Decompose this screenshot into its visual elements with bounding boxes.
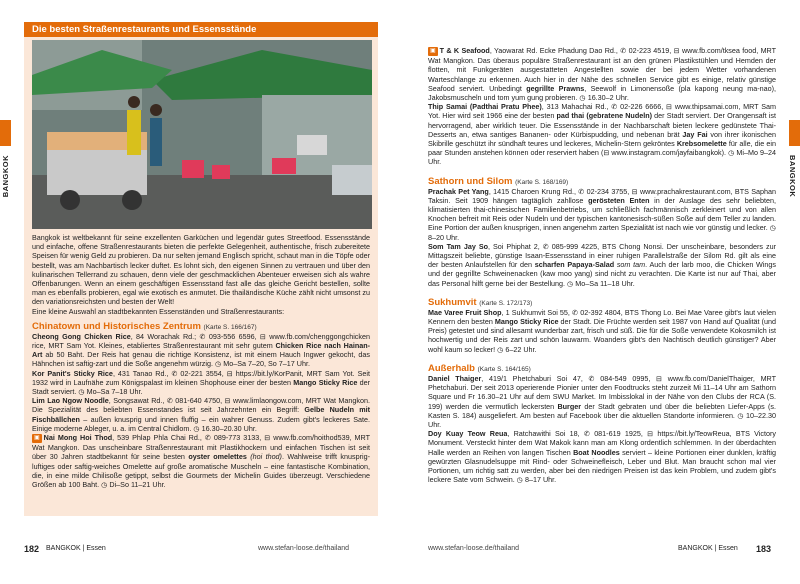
entry-highlight: Jay Fai [682,129,708,139]
entry-tk-seafood [428,46,776,102]
entry-name: T & K Seafood [439,46,490,55]
entry-text: der Stadt. Die Früchte werden seit 1987 von Hand auf Qualität (und Preis) getestet und sind allesamt wunderbar zart, frisch und süß. Die für die Soße verwendete Kokosmilch ist hochwertig und der Reis zart und schön lauwarm. Woanders gibt's den Nachtisch deutlich günstiger? Aber wohl kaum so lecker! ◷ 6–22 Uhr. [428,317,776,354]
entry-text: , Ratchawithi Soi 18, ✆ 081-619 1925, ⊟ https://bit.ly/TeowReua, BTS Victory Monument. Versteckt hinter dem Wat Makok kann man am Klong ordentlich schlemmen. In der überdachten Halle werden an Reihen von langen Tischen [428,429,776,457]
section-title: Außerhalb [428,362,475,374]
entry-text: , 431 Tanao Rd., ✆ 02-221 3554, ⊟ https://bit.ly/KorPanit, MRT Sam Yot. Seit 1932 wird in Laufnähe zum Königspalast im kleinen Shophouse einer der besten [32,368,370,387]
footer-section: BANGKOK | Essen [46,545,106,552]
street-food-photo [32,40,385,229]
box-body [24,229,378,489]
entry-text: . Auch der larb moo, die Chicken Wings und der gegrillte Schweinenacken (kaw moo yang) sind nicht zu verachten. Die Karte ist nur auf Thai, aber das Personal hilft gerne bei der Bestellung. ◷ Mo–Sa 11–18 Uhr. [428,260,777,288]
entry-text: , 1 Sukhumvit Soi 55, ✆ 02-392 4804, BTS Thong Lo. Bei Mae Varee gibt's laut vielen Kennern den besten [428,307,776,327]
right-page [400,0,800,584]
entry-thip-samai [428,102,776,166]
footer-right [400,544,800,558]
section-sukhumvit [428,297,776,308]
footer-section: BANGKOK | Essen [678,545,738,552]
entry-highlight: Chicken Rice nach Hainan-Art [32,341,371,360]
footer-url[interactable]: www.stefan-loose.de/thailand [428,545,520,552]
entry-highlight: Burger [557,401,582,411]
entry-text: , 84 Worachak Rd.; ✆ 093-556 6596, ⊟ www.fb.com/chenggongchicken rice, MRT Sam Yot. Kleines, etabliertes Straßenrestaurant mit sehr gutem [32,331,370,351]
street-food-illustration [32,40,372,229]
entry-italic: (hoi thod) [246,452,282,462]
page-number: 183 [756,544,772,554]
entry-doy-kuay-teow [428,429,776,484]
entry-text: . Wahlweise trifft knusprig-luftiges oder saftig-weiches Omelette auf große aromatische Muscheln – eine fantastische Kombination, die, in eine milde Chilisoße getippt, selbst die Gourmets der Michelin Guides überzeugt. Verschiedene Größen ab 100 Baht. ◷ Di–So 11–21 Uhr. [32,452,370,490]
section-sathorn [428,176,776,187]
entry-highlight: Mango Sticky Rice [494,317,559,327]
box-title: Die besten Straßenrestaurants und Essensstände [24,22,378,37]
entry-lim-lao-ngow [32,396,370,433]
entry-highlight: gerösteten Enten [588,195,650,205]
entry-text: , 313 Mahachai Rd., ✆ 02-226 6666, ⊟ www.thipsamai.com, MRT Sam Yot. Hier wird seit 1966 eine der besten [428,102,776,121]
entry-name: Daniel Thaiger [428,373,482,383]
entry-daniel-thaiger [428,374,776,429]
section-chinatown [32,321,370,332]
tip-icon: ▣ [32,434,42,443]
entry-som-tam [428,242,776,288]
entry-italic: som tam [614,260,646,270]
entry-name: Lim Lao Ngow Noodle [32,396,109,406]
entry-name: Prachak Pet Yang [428,186,489,196]
section-title: Sathorn und Silom [428,175,513,187]
side-tab-right [789,120,800,146]
section-ausserhalb [428,363,776,374]
entry-name: Som Tam Jay So [428,241,489,251]
entry-cheong-gong [32,332,370,369]
entry-text: in der Auslage des sehr beliebten, klimatisierten thai-chinesischen Familienbetriebs, um schließlich fachmännisch zerkleinert und von allen Knochen befreit mit Reis oder Nudeln und der typischen kantonesisch-süßen Soße auf dem Teller zu landen. Eine Portion der außen knusprigen, innen angenehm zarten Spezialität ist nach wie vor günstig und lecker. ◷ 8–20 Uhr. [428,195,776,242]
intro-last: Eine kleine Auswahl an stadtbekannten Essenständen und Straßenrestaurants: [32,306,285,316]
intro-paragraph: Bangkok ist weltbekannt für seine exzellenten Garküchen und legendär gutes Streetfood. Essensstände und einfache, offene Straßenrestaurants bieten die perfekte Gelegenheit, authentische, frisch zubereitete Speisen für wenig Geld zu probieren. Da nur selten jemand Englisch spricht, schaut man in die Töpfe oder bestellt, was am Nachbartisch lecker duftet. Es lohnt sich, den eigenen Sinnen zu vertrauen und über den kulinarischen Tellerrand zu schauen, denn viele der geschmacklichen Abenteuer erweisen sich als wahre Offenbarungen. Wenn an einem geschäftigen Essensstand fast alle das gleiche Gericht bestellen, sollte man es ebenfalls probieren, egal wie exotisch es anmutet. Die thailändische Küche zählt nicht umsonst zu den variationsreichsten und besten der Welt! [32,233,370,307]
page-number: 182 [24,544,40,554]
footer-left [0,544,400,558]
side-label-right: BANGKOK [788,155,797,198]
right-column [428,46,776,484]
entry-text: der Stadt gebraten und über die beliebten Liefer-Apps (s. Kasten S. 184) ausgeliefert. Am besten auf Facebook über die aktuellen Standorte informieren. ◷ 10–22.30 Uhr. [428,401,776,429]
entry-highlight: Gelbe Nudeln mit Fischbällchen [32,405,370,424]
section-title: Chinatown und Historisches Zentrum [32,320,201,332]
entry-highlight: Krebsomelette [676,139,727,149]
entry-text: ab 50 Baht. Der Reis hat genau die richtige Konsistenz, ist mit einem Hauch Ingwer gekocht, das Hähnchen ist saftig-zart und die Soße angenehm würzig. ◷ Mo–Sa 7–20, So 7–17 Uhr. [32,350,370,369]
entry-nai-mong [32,433,370,489]
entry-name: Thip Samai (Padthai Pratu Phee) [428,102,542,112]
section-ref: (Karte S. 164/165) [477,365,531,373]
entry-highlight: gegrillte Prawns [526,83,585,93]
entry-text: – außen knusprig und innen fluffig – ein wahrer Genuss. Zudem gibt's leckeres Sate. Einige moderne Ableger, u. a. im Central Chidlom. ◷ 16.30–20.30 Uhr. [32,414,370,433]
tip-icon: ▣ [428,47,438,56]
section-ref: (Karte S. 166/167) [203,323,257,331]
section-title: Sukhumvit [428,296,477,308]
entry-text: der Stadt serviert. ◷ Mo–Sa 7–18 Uhr. [32,377,370,397]
photo-credit: © MAREIKE LOSOE [379,54,385,91]
section-ref: (Karte S. 172/173) [479,299,533,307]
entry-mae-varee [428,308,776,354]
side-label-left: BANGKOK [1,155,10,198]
entry-text: , Seewolf in Limonensoße (pla kapong neung ma-nao), Jakobsmuscheln und tom yum gung probieren. ◷ 16.30–2 Uhr. [428,83,776,103]
entry-kor-panit [32,369,370,397]
entry-text: von ihrer ikonischen Skibrille geschützt ihr sündhaft teures und leckeres, Michelin-Stern gekröntes [428,129,777,149]
entry-highlight: pad thai (gebratene Nudeln) [556,111,652,121]
entry-prachak [428,187,776,242]
entry-text: der Stadt serviert. Der Orangensaft ist hervorragend, aber wirklich teuer. Die Essensstände in der Nachbarschaft bieten leckere gedünstete Thai-Desserts an, etwa santiges Bananen- oder Kürbispudding, und nebenan brät [428,111,776,139]
entry-highlight: oyster omelettes [188,452,247,462]
entry-text: , 1415 Charoen Krung Rd., ✆ 02-234 3755, ⊟ www.prachakrestaurant.com, BTS Saphan Taksin. Seit 1909 hängen tagtäglich zahllose [428,186,776,205]
entry-name: Kor Panit's Sticky Rice [32,368,113,378]
entry-highlight: Mango Sticky Rice [293,377,358,387]
footer-url[interactable]: www.stefan-loose.de/thailand [258,545,350,552]
entry-name: Cheong Gong Chicken Rice [32,331,131,341]
entry-text: für alle, die ein paar Stunden anstehen können oder reserviert haben (⊟ www.instagram.com/jayfaibangkok). ◷ Mi–Mo 9–24 Uhr. [428,139,776,167]
entry-text: serviert – kleine Portionen einer dunklen, kräftig gewürzten Glasnudelsuppe mit Rind- oder Schweinefleisch, Leber und Blut. Man braucht schon mal vier Portionen, um richtig satt zu werden, aber bei den niedrigen Preisen ist das kein Problem, und zudem gibt's leckere Sate vom Schwein. ◷ 8–17 Uhr. [428,447,776,485]
entry-name: Mae Varee Fruit Shop [428,307,502,317]
entry-name: Nai Mong Hoi Thod [43,433,113,443]
entry-text: , Soi Phiphat 2, ✆ 085-999 4225, BTS Chong Nonsi. Der unscheinbare, besonders zur Mittagszeit beliebte, günstige Isaan-Essensstand in einer ruhigen Parallelstraße der Silom Rd. gilt als eine der besten Anlaufstellen für den [428,241,776,270]
entry-text: , Yaowarat Rd. Ecke Phadung Dao Rd., ✆ 02-223 4519, ⊟ www.fb.com/tksea food, MRT Wat Mangkon. Das überaus populäre Straßenrestaurant ist an den grünen Plastikstühlen und Hemden der flotten, mit Funkgeräten ausgestatteten Angestellten sowie der bei jedem Wetter vorhandenen Warteschlange zu erkennen. Auch hier in der Nähe des schnellen Service gibt es einige, relativ günstige Seafood serviert. Unbedingt [428,46,777,93]
side-tab-left [0,120,11,146]
section-ref: (Karte S. 168/169) [515,178,569,186]
entry-highlight: scharfen Papaya-Salad [534,260,615,270]
entry-text: , 419/1 Phetchaburi Soi 47, ✆ 084-549 0995, ⊟ www.fb.com/DanielThaiger, MRT Phetchaburi. Der seit 2013 operierende Pionier unter den Foodtrucks steht zurzeit Mi 11–14 Uhr am Sathorn Square und Fr 16.30–21 Uhr auf dem SWU Market. Im Imbisslokal in der Nähe von den Clubs der RCA (S. 199) werden die vermutlich leckersten [428,373,777,411]
food-box [24,22,385,516]
entry-name: Doy Kuay Teow Reua [428,429,508,439]
entry-text: , Songsawat Rd., ✆ 081-640 4750, ⊟ www.limlaongow.com, MRT Wat Mangkon. Die Spezialität des beliebten Essenstandes ist seit Jahrzehnten ein Begriff: [32,396,370,415]
entry-highlight: Boat Noodles [573,447,620,457]
entry-text: , 539 Phlap Phla Chai Rd., ✆ 089-773 3133, ⊟ www.fb.com/hoithod539, MRT Wat Mangkon. Das unscheinbare Straßenrestaurant mit Plastikhockern und einfachen Tischen ist seit über 30 Jahren stadtbekannt für seine besten [32,433,370,462]
